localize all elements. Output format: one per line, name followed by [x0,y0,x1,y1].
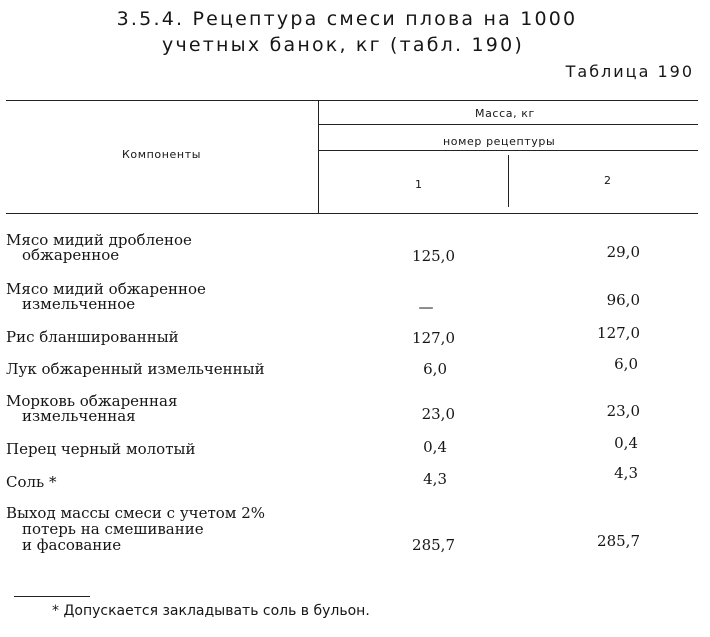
cell-recipe-2: 23,0 [606,402,640,420]
footnote-rule [14,596,90,597]
recipe-column-divider [508,155,509,207]
row-label: Перец черный молотый [6,440,196,458]
title-line-1: 3.5.4. Рецептура смеси плова на 1000 [116,8,578,30]
cell-recipe-1: 6,0 [423,360,447,378]
cell-recipe-2: 127,0 [597,324,640,342]
table-number: Таблица 190 [565,62,694,81]
cell-recipe-1: 285,7 [412,536,455,554]
header-recipe-1: 1 [415,178,423,191]
row-label: Мясо мидий дробленое обжаренное [6,231,192,264]
cell-recipe-1: 127,0 [412,329,455,347]
cell-recipe-2: 96,0 [606,291,640,309]
header-components: Компоненты [122,148,202,161]
row-label: Мясо мидий обжаренное измельченное [6,280,206,313]
cell-recipe-2: 0,4 [614,434,638,452]
header-mass: Масса, кг [475,107,535,120]
cell-recipe-1: 23,0 [421,405,455,423]
cell-recipe-1: 125,0 [412,247,455,265]
cell-recipe-1: 4,3 [423,470,447,488]
row-label: Рис бланшированный [6,328,179,346]
cell-recipe-2: 4,3 [614,464,638,482]
cell-recipe-2: 29,0 [606,243,640,261]
header-recipe-number: номер рецептуры [443,135,556,148]
cell-recipe-1: 0,4 [423,438,447,456]
table-top-rule [6,100,698,101]
row-label: Лук обжаренный измельченный [6,360,265,378]
cell-recipe-2: 6,0 [614,355,638,373]
footnote: * Допускается закладывать соль в бульон. [52,603,370,619]
mass-header-rule [319,124,698,125]
cell-recipe-1: — [418,298,434,316]
recipe-header-rule [319,150,698,151]
header-bottom-rule [6,213,698,214]
header-recipe-2: 2 [604,174,612,187]
row-label: Выход массы смеси с учетом 2% потерь на смешивание и фасование [6,504,266,554]
cell-recipe-2: 285,7 [597,532,640,550]
title-line-2: учетных банок, кг (табл. 190) [162,34,524,56]
row-label: Соль * [6,473,57,491]
row-label: Морковь обжаренная измельченная [6,392,178,425]
column-divider [318,101,319,213]
